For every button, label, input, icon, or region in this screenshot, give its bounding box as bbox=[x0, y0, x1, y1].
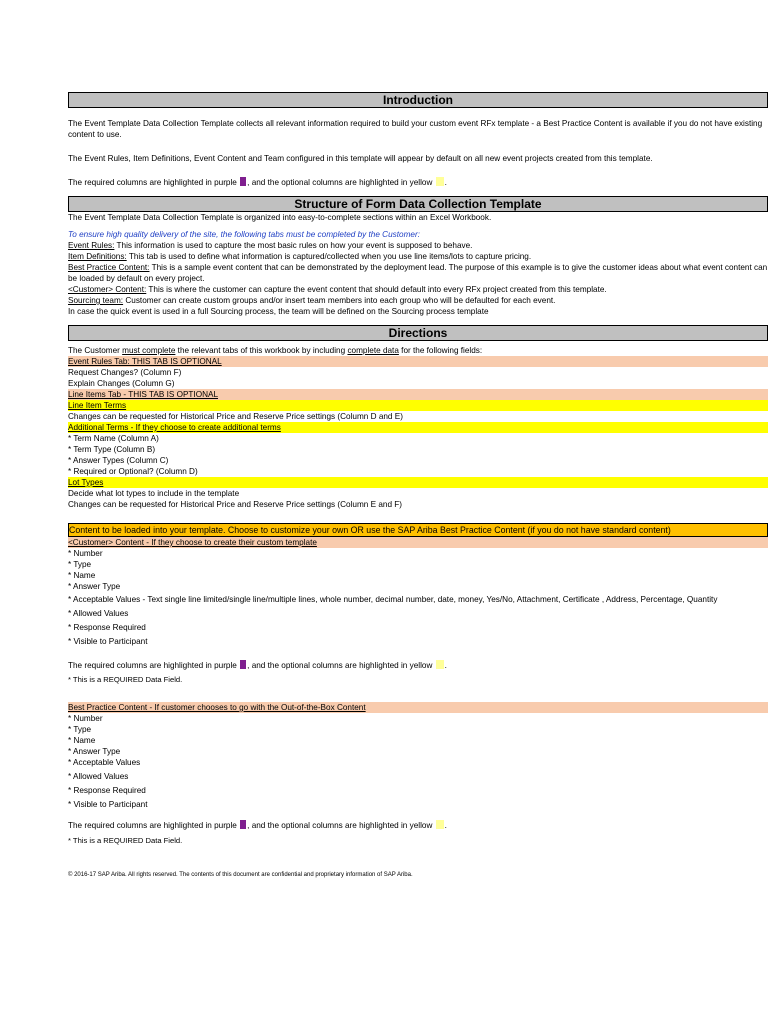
directions-intro-a: The Customer bbox=[68, 346, 123, 355]
structure-item-text: This information is used to capture the most basic rules on how your event is supposed to behave. bbox=[114, 241, 473, 250]
event-rules-tab-row: Event Rules Tab: THIS TAB IS OPTIONAL bbox=[68, 356, 768, 367]
required-field-note-1: * This is a REQUIRED Data Field. bbox=[68, 675, 183, 684]
introduction-header: Introduction bbox=[68, 92, 768, 108]
line-item-terms-item: Changes can be requested for Historical Price and Reserve Price settings (Column D and E) bbox=[68, 412, 403, 421]
customer-content-item: * Response Required bbox=[68, 623, 146, 632]
customer-content-item: * Name bbox=[68, 571, 96, 580]
structure-item-text: This is a sample event content that can be demonstrated by the deployment lead. The purpose of this example is to give the customer ideas about what event content can be loaded by default on every project. bbox=[68, 263, 768, 283]
copyright-footer: © 2016-17 SAP Ariba. All rights reserved. The contents of this document are confidential and proprietary information of SAP Ariba. bbox=[68, 872, 413, 878]
event-rules-item: Request Changes? (Column F) bbox=[68, 368, 182, 377]
customer-content-item: * Answer Type bbox=[68, 582, 121, 591]
optional-text: , and the optional columns are highlighted in yellow bbox=[247, 178, 433, 187]
best-practice-item: * Type bbox=[68, 725, 92, 734]
directions-intro-b: must complete bbox=[122, 346, 176, 355]
line-item-terms-row: Line Item Terms bbox=[68, 400, 768, 411]
required-text: The required columns are highlighted in purple bbox=[68, 178, 237, 187]
optional-text: , and the optional columns are highlighted in yellow bbox=[247, 821, 433, 830]
additional-terms-row: Additional Terms - If they choose to create additional terms bbox=[68, 422, 768, 433]
customer-content-acceptable-values: * Acceptable Values - Text single line limited/single line/multiple lines, whole number, decimal number, date, money, Yes/No, Attachment, Certificate , Address, Percentage, Quantity bbox=[68, 595, 718, 604]
structure-item-customer-content bbox=[68, 284, 768, 295]
yellow-swatch bbox=[436, 820, 444, 829]
intro-paragraph-1: The Event Template Data Collection Template collects all relevant information required to build your custom event RFx template - a Best Practice Content is available if you do not have existing content to use. bbox=[68, 119, 763, 139]
structure-item-label: Best Practice Content: bbox=[68, 263, 150, 272]
lot-types-item: Decide what lot types to include in the template bbox=[68, 489, 240, 498]
structure-item-text: Customer can create custom groups and/or insert team members into each group who will be defaulted for each event. bbox=[123, 296, 556, 305]
worksheet bbox=[68, 92, 768, 881]
customer-content-item: * Type bbox=[68, 560, 92, 569]
best-practice-item: * Number bbox=[68, 714, 103, 723]
best-practice-content-row: Best Practice Content - If customer chooses to go with the Out-of-the-Box Content bbox=[68, 702, 768, 713]
structure-item-best-practice bbox=[68, 262, 768, 284]
best-practice-item: * Response Required bbox=[68, 786, 146, 795]
best-practice-item: * Allowed Values bbox=[68, 772, 129, 781]
required-text: The required columns are highlighted in purple bbox=[68, 661, 237, 670]
structure-item-label: Item Definitions: bbox=[68, 252, 127, 261]
structure-item-label: Sourcing team: bbox=[68, 296, 124, 305]
structure-intro: The Event Template Data Collection Template is organized into easy-to-complete sections within an Excel Workbook. bbox=[68, 213, 492, 222]
best-practice-item: * Answer Type bbox=[68, 747, 121, 756]
customer-content-item: * Number bbox=[68, 549, 103, 558]
required-columns-note-2 bbox=[68, 660, 768, 671]
required-field-note-2: * This is a REQUIRED Data Field. bbox=[68, 836, 183, 845]
content-to-load-box: Content to be loaded into your template. Choose to customize your own OR use the SAP Ariba Best Practice Content (if you do not have standard content) bbox=[68, 523, 768, 537]
lot-types-row: Lot Types bbox=[68, 477, 768, 488]
best-practice-item: * Visible to Participant bbox=[68, 800, 148, 809]
note-end: . bbox=[444, 661, 447, 670]
yellow-swatch bbox=[436, 177, 444, 186]
structure-italic-note: To ensure high quality delivery of the site, the following tabs must be completed by the Customer: bbox=[68, 230, 420, 239]
purple-swatch bbox=[240, 177, 246, 186]
additional-term-item: * Term Type (Column B) bbox=[68, 445, 156, 454]
best-practice-item: * Acceptable Values bbox=[68, 758, 141, 767]
directions-intro-c: the relevant tabs of this workbook by including bbox=[175, 346, 348, 355]
structure-item-event-rules bbox=[68, 240, 768, 251]
structure-item-sourcing-team bbox=[68, 295, 768, 306]
directions-header: Directions bbox=[68, 325, 768, 341]
directions-intro bbox=[68, 345, 768, 356]
structure-item-text: This is where the customer can capture the event content that should default into every RFx project created from this template. bbox=[146, 285, 607, 294]
additional-term-item: * Required or Optional? (Column D) bbox=[68, 467, 198, 476]
event-rules-item: Explain Changes (Column G) bbox=[68, 379, 175, 388]
structure-item-text: This tab is used to define what information is captured/collected when you use line items/lots to capture pricing. bbox=[126, 252, 532, 261]
note-end: . bbox=[444, 178, 447, 187]
best-practice-item: * Name bbox=[68, 736, 96, 745]
required-text: The required columns are highlighted in purple bbox=[68, 821, 237, 830]
structure-item-label: <Customer> Content: bbox=[68, 285, 147, 294]
required-columns-note-1 bbox=[68, 177, 768, 188]
purple-swatch bbox=[240, 660, 246, 669]
additional-term-item: * Answer Types (Column C) bbox=[68, 456, 169, 465]
intro-paragraph-2: The Event Rules, Item Definitions, Event Content and Team configured in this template will appear by default on all new event projects created from this template. bbox=[68, 154, 653, 163]
line-items-tab-row: Line Items Tab - THIS TAB IS OPTIONAL bbox=[68, 389, 768, 400]
yellow-swatch bbox=[436, 660, 444, 669]
additional-term-item: * Term Name (Column A) bbox=[68, 434, 159, 443]
directions-intro-d: complete data bbox=[347, 346, 399, 355]
directions-intro-e: for the following fields: bbox=[398, 346, 483, 355]
note-end: . bbox=[444, 821, 447, 830]
customer-content-row: <Customer> Content - If they choose to create their custom template bbox=[68, 537, 768, 548]
structure-header: Structure of Form Data Collection Template bbox=[68, 196, 768, 212]
structure-item-item-definitions bbox=[68, 251, 768, 262]
optional-text: , and the optional columns are highlighted in yellow bbox=[247, 661, 433, 670]
lot-types-item: Changes can be requested for Historical Price and Reserve Price settings (Column E and F) bbox=[68, 500, 403, 509]
required-columns-note-3 bbox=[68, 820, 768, 831]
customer-content-item: * Allowed Values bbox=[68, 609, 129, 618]
structure-last-line: In case the quick event is used in a full Sourcing process, the team will be defined on the Sourcing process template bbox=[68, 307, 489, 316]
purple-swatch bbox=[240, 820, 246, 829]
structure-item-label: Event Rules: bbox=[68, 241, 115, 250]
customer-content-item: * Visible to Participant bbox=[68, 637, 148, 646]
